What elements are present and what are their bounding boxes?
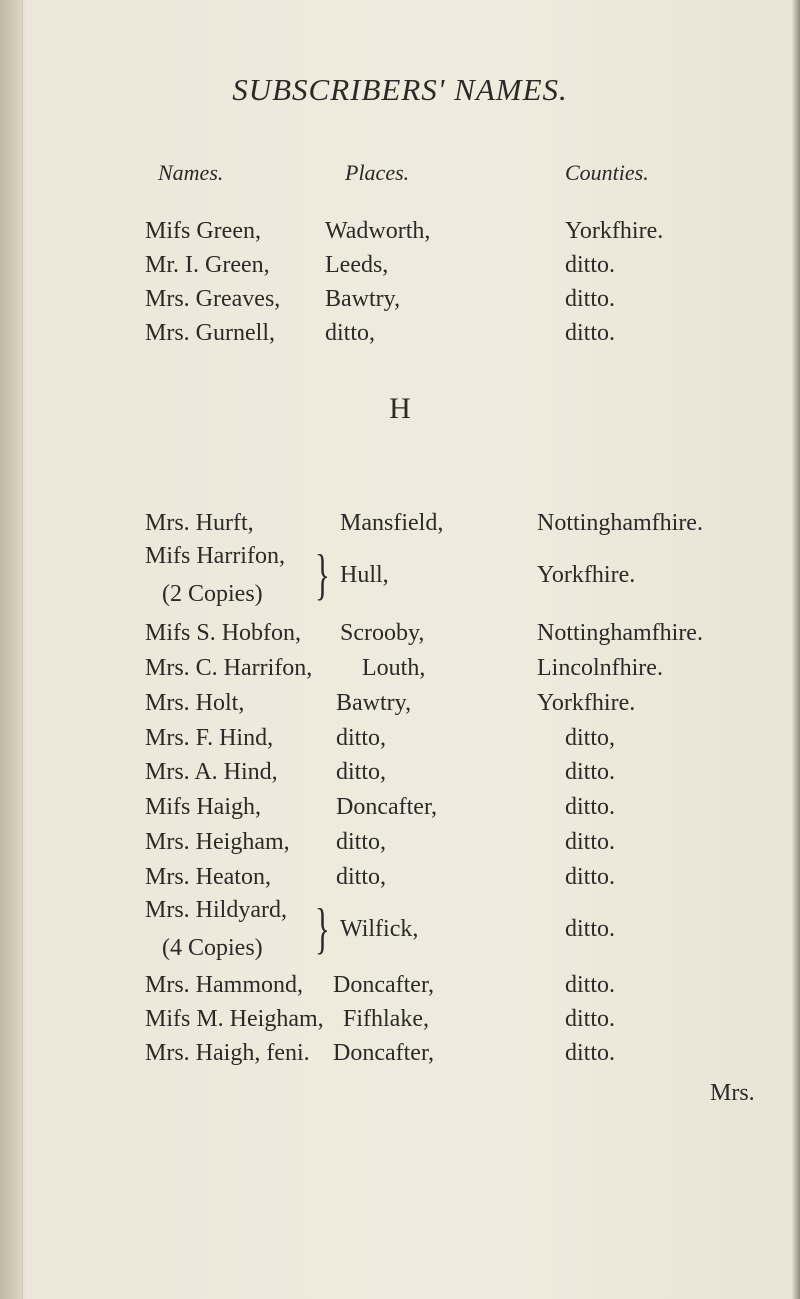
subscriber-county: ditto.: [565, 794, 616, 820]
catchword: Mrs.: [710, 1080, 755, 1106]
subscriber-county: Yorkfhire.: [537, 690, 636, 716]
bracket-glyph: }: [315, 898, 330, 960]
subscriber-row: [0, 620, 800, 654]
subscriber-place: Hull,: [340, 562, 389, 588]
subscriber-county: ditto.: [565, 252, 616, 278]
subscriber-row: [0, 1040, 800, 1074]
column-header-names: Names.: [158, 160, 224, 185]
subscriber-county: Nottinghamfhire.: [537, 620, 703, 646]
subscriber-row: [0, 510, 800, 544]
subscriber-place: Fifhlake,: [343, 1006, 429, 1032]
subscriber-county: ditto.: [565, 286, 616, 312]
subscriber-row: [0, 690, 800, 724]
subscriber-name: Mrs. Haigh, feni.: [145, 1040, 310, 1066]
subscriber-name: Mrs. A. Hind,: [145, 759, 278, 785]
subscriber-name: Mifs S. Hobfon,: [145, 620, 302, 646]
subscriber-county: ditto.: [565, 1006, 616, 1032]
subscriber-place: ditto,: [336, 759, 387, 785]
subscriber-name: Mifs M. Heigham,: [145, 1006, 324, 1032]
subscriber-copies: (2 Copies): [162, 581, 263, 607]
subscriber-place: Bawtry,: [325, 286, 401, 312]
subscriber-county: ditto.: [565, 916, 616, 942]
subscriber-place: Wadworth,: [325, 218, 431, 244]
subscriber-row: [0, 759, 800, 793]
page-header: SUBSCRIBERS' NAMES.: [232, 72, 568, 107]
subscriber-county: ditto.: [565, 829, 616, 855]
subscriber-county: Nottinghamfhire.: [537, 510, 703, 536]
subscriber-county: ditto.: [565, 759, 616, 785]
subscriber-county: ditto.: [565, 1040, 616, 1066]
subscriber-row: [0, 543, 800, 615]
subscriber-county: Yorkfhire.: [537, 562, 636, 588]
subscriber-county: ditto.: [565, 320, 616, 346]
subscriber-copies: (4 Copies): [162, 935, 263, 961]
subscriber-name: Mrs. C. Harrifon,: [145, 655, 313, 681]
subscriber-name: Mifs Harrifon,: [145, 543, 285, 569]
subscriber-name: Mifs Green,: [145, 218, 261, 244]
section-letter: H: [389, 392, 411, 425]
subscriber-place: ditto,: [336, 725, 387, 751]
subscriber-place: ditto,: [336, 829, 387, 855]
subscriber-place: Doncafter,: [333, 972, 434, 998]
subscriber-county: Yorkfhire.: [565, 218, 664, 244]
subscriber-name: Mrs. Hurft,: [145, 510, 254, 536]
subscriber-place: Mansfield,: [340, 510, 444, 536]
subscriber-name: Mrs. Greaves,: [145, 286, 281, 312]
subscriber-row: [0, 218, 800, 252]
subscriber-name: Mrs. Heaton,: [145, 864, 271, 890]
subscriber-row: [0, 252, 800, 286]
subscriber-row: [0, 286, 800, 320]
subscriber-place: Scrooby,: [340, 620, 425, 646]
subscriber-place: Louth,: [362, 655, 426, 681]
subscriber-row: [0, 829, 800, 863]
subscriber-name: Mrs. Gurnell,: [145, 320, 275, 346]
subscriber-row: [0, 864, 800, 898]
subscriber-name: Mifs Haigh,: [145, 794, 261, 820]
subscriber-name: Mrs. Holt,: [145, 690, 245, 716]
subscriber-row: [0, 972, 800, 1006]
subscriber-county: ditto,: [565, 725, 616, 751]
subscriber-name: Mrs. Hildyard,: [145, 897, 287, 923]
subscriber-place: ditto,: [336, 864, 387, 890]
subscriber-name: Mrs. F. Hind,: [145, 725, 274, 751]
subscriber-place: ditto,: [325, 320, 376, 346]
subscriber-row: [0, 1006, 800, 1040]
subscriber-row: [0, 725, 800, 759]
column-header-counties: Counties.: [565, 160, 649, 185]
subscriber-county: ditto.: [565, 972, 616, 998]
subscriber-county: ditto.: [565, 864, 616, 890]
subscriber-name: Mr. I. Green,: [145, 252, 270, 278]
subscriber-name: Mrs. Hammond,: [145, 972, 303, 998]
subscriber-place: Doncafter,: [336, 794, 437, 820]
subscriber-county: Lincolnfhire.: [537, 655, 663, 681]
subscriber-place: Wilfick,: [340, 916, 419, 942]
subscriber-place: Doncafter,: [333, 1040, 434, 1066]
subscriber-row: [0, 655, 800, 689]
column-header-places: Places.: [345, 160, 410, 185]
subscriber-name: Mrs. Heigham,: [145, 829, 290, 855]
bracket-glyph: }: [315, 544, 330, 606]
subscriber-place: Bawtry,: [336, 690, 412, 716]
subscriber-row: [0, 320, 800, 354]
subscriber-place: Leeds,: [325, 252, 389, 278]
subscriber-row: [0, 794, 800, 828]
subscriber-row: [0, 897, 800, 969]
